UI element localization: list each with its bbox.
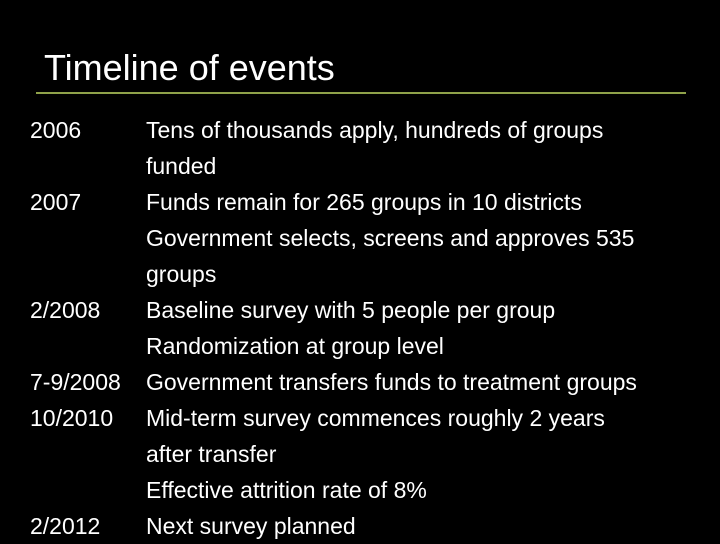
timeline-row — [30, 256, 720, 292]
timeline-date: 10/2010 — [30, 405, 114, 431]
timeline-row — [30, 292, 720, 328]
timeline-event: Randomization at group level — [146, 333, 444, 359]
timeline-date: 2/2008 — [30, 297, 101, 323]
timeline-event: Effective attrition rate of 8% — [146, 477, 427, 503]
timeline-event: Next survey planned — [146, 513, 356, 539]
timeline-row — [30, 508, 720, 544]
slide-title: Timeline of events — [44, 47, 335, 88]
timeline-date: 2006 — [30, 117, 82, 143]
timeline-event: Funds remain for 265 groups in 10 districts — [146, 189, 582, 215]
timeline-row — [30, 400, 720, 436]
timeline-row — [30, 364, 720, 400]
timeline-event: Government selects, screens and approves 535 — [146, 225, 635, 251]
timeline-date — [30, 256, 146, 292]
timeline-row — [30, 436, 720, 472]
title-underline — [36, 92, 686, 94]
timeline-row — [30, 472, 720, 508]
timeline-date: 2007 — [30, 189, 82, 215]
timeline-date — [30, 328, 146, 364]
timeline-date: 7-9/2008 — [30, 369, 121, 395]
timeline-event: groups — [146, 261, 217, 287]
timeline-row — [30, 148, 720, 184]
timeline-event: Tens of thousands apply, hundreds of groups — [146, 117, 604, 143]
timeline-list — [30, 112, 720, 544]
timeline-event: Baseline survey with 5 people per group — [146, 297, 556, 323]
timeline-row — [30, 328, 720, 364]
timeline-date — [30, 472, 146, 508]
timeline-row — [30, 220, 720, 256]
timeline-event: Mid-term survey commences roughly 2 years — [146, 405, 605, 431]
timeline-event: after transfer — [146, 441, 277, 467]
timeline-date — [30, 220, 146, 256]
timeline-date — [30, 148, 146, 184]
timeline-date — [30, 436, 146, 472]
timeline-event: Government transfers funds to treatment groups — [146, 369, 637, 395]
timeline-row — [30, 184, 720, 220]
timeline-row — [30, 112, 720, 148]
timeline-date: 2/2012 — [30, 513, 101, 539]
timeline-event: funded — [146, 153, 217, 179]
